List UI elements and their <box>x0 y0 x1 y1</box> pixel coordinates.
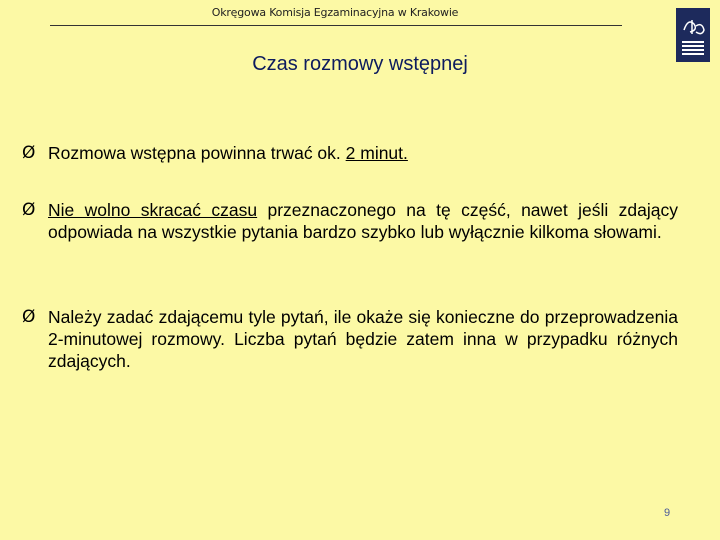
slide-title: Czas rozmowy wstępnej <box>252 53 468 75</box>
header-divider <box>50 25 622 26</box>
bullet-3-text: Należy zadać zdającemu tyle pytań, ile okaże się konieczne do przeprowadzenia 2-minutowej rozmowy. Liczba pytań będzie zatem inna w przypadku różnych zdających. <box>48 307 678 371</box>
bullet-item-2 <box>22 199 678 243</box>
arrow-bullet-icon: Ø <box>22 143 36 163</box>
header-institution: Okręgowa Komisja Egzaminacyjna w Krakowie <box>211 6 459 19</box>
arrow-bullet-icon: Ø <box>22 307 36 327</box>
bullet-1-underlined: 2 minut. <box>345 143 408 163</box>
bullet-1-text: Rozmowa wstępna powinna trwać ok. <box>48 143 346 163</box>
bullet-item-1 <box>22 142 678 164</box>
bullet-2-underlined: Nie wolno skracać czasu <box>48 200 258 220</box>
arrow-bullet-icon: Ø <box>22 200 36 220</box>
bullet-2-text: przeznaczonego na tę część, nawet jeśli zdający odpowiada na wszystkie pytania bardzo szybko lub wyłącznie kilkoma słowami. <box>48 200 679 242</box>
bullet-item-3 <box>22 306 678 372</box>
page-number: 9 <box>664 507 671 519</box>
oke-logo-icon <box>676 8 710 62</box>
